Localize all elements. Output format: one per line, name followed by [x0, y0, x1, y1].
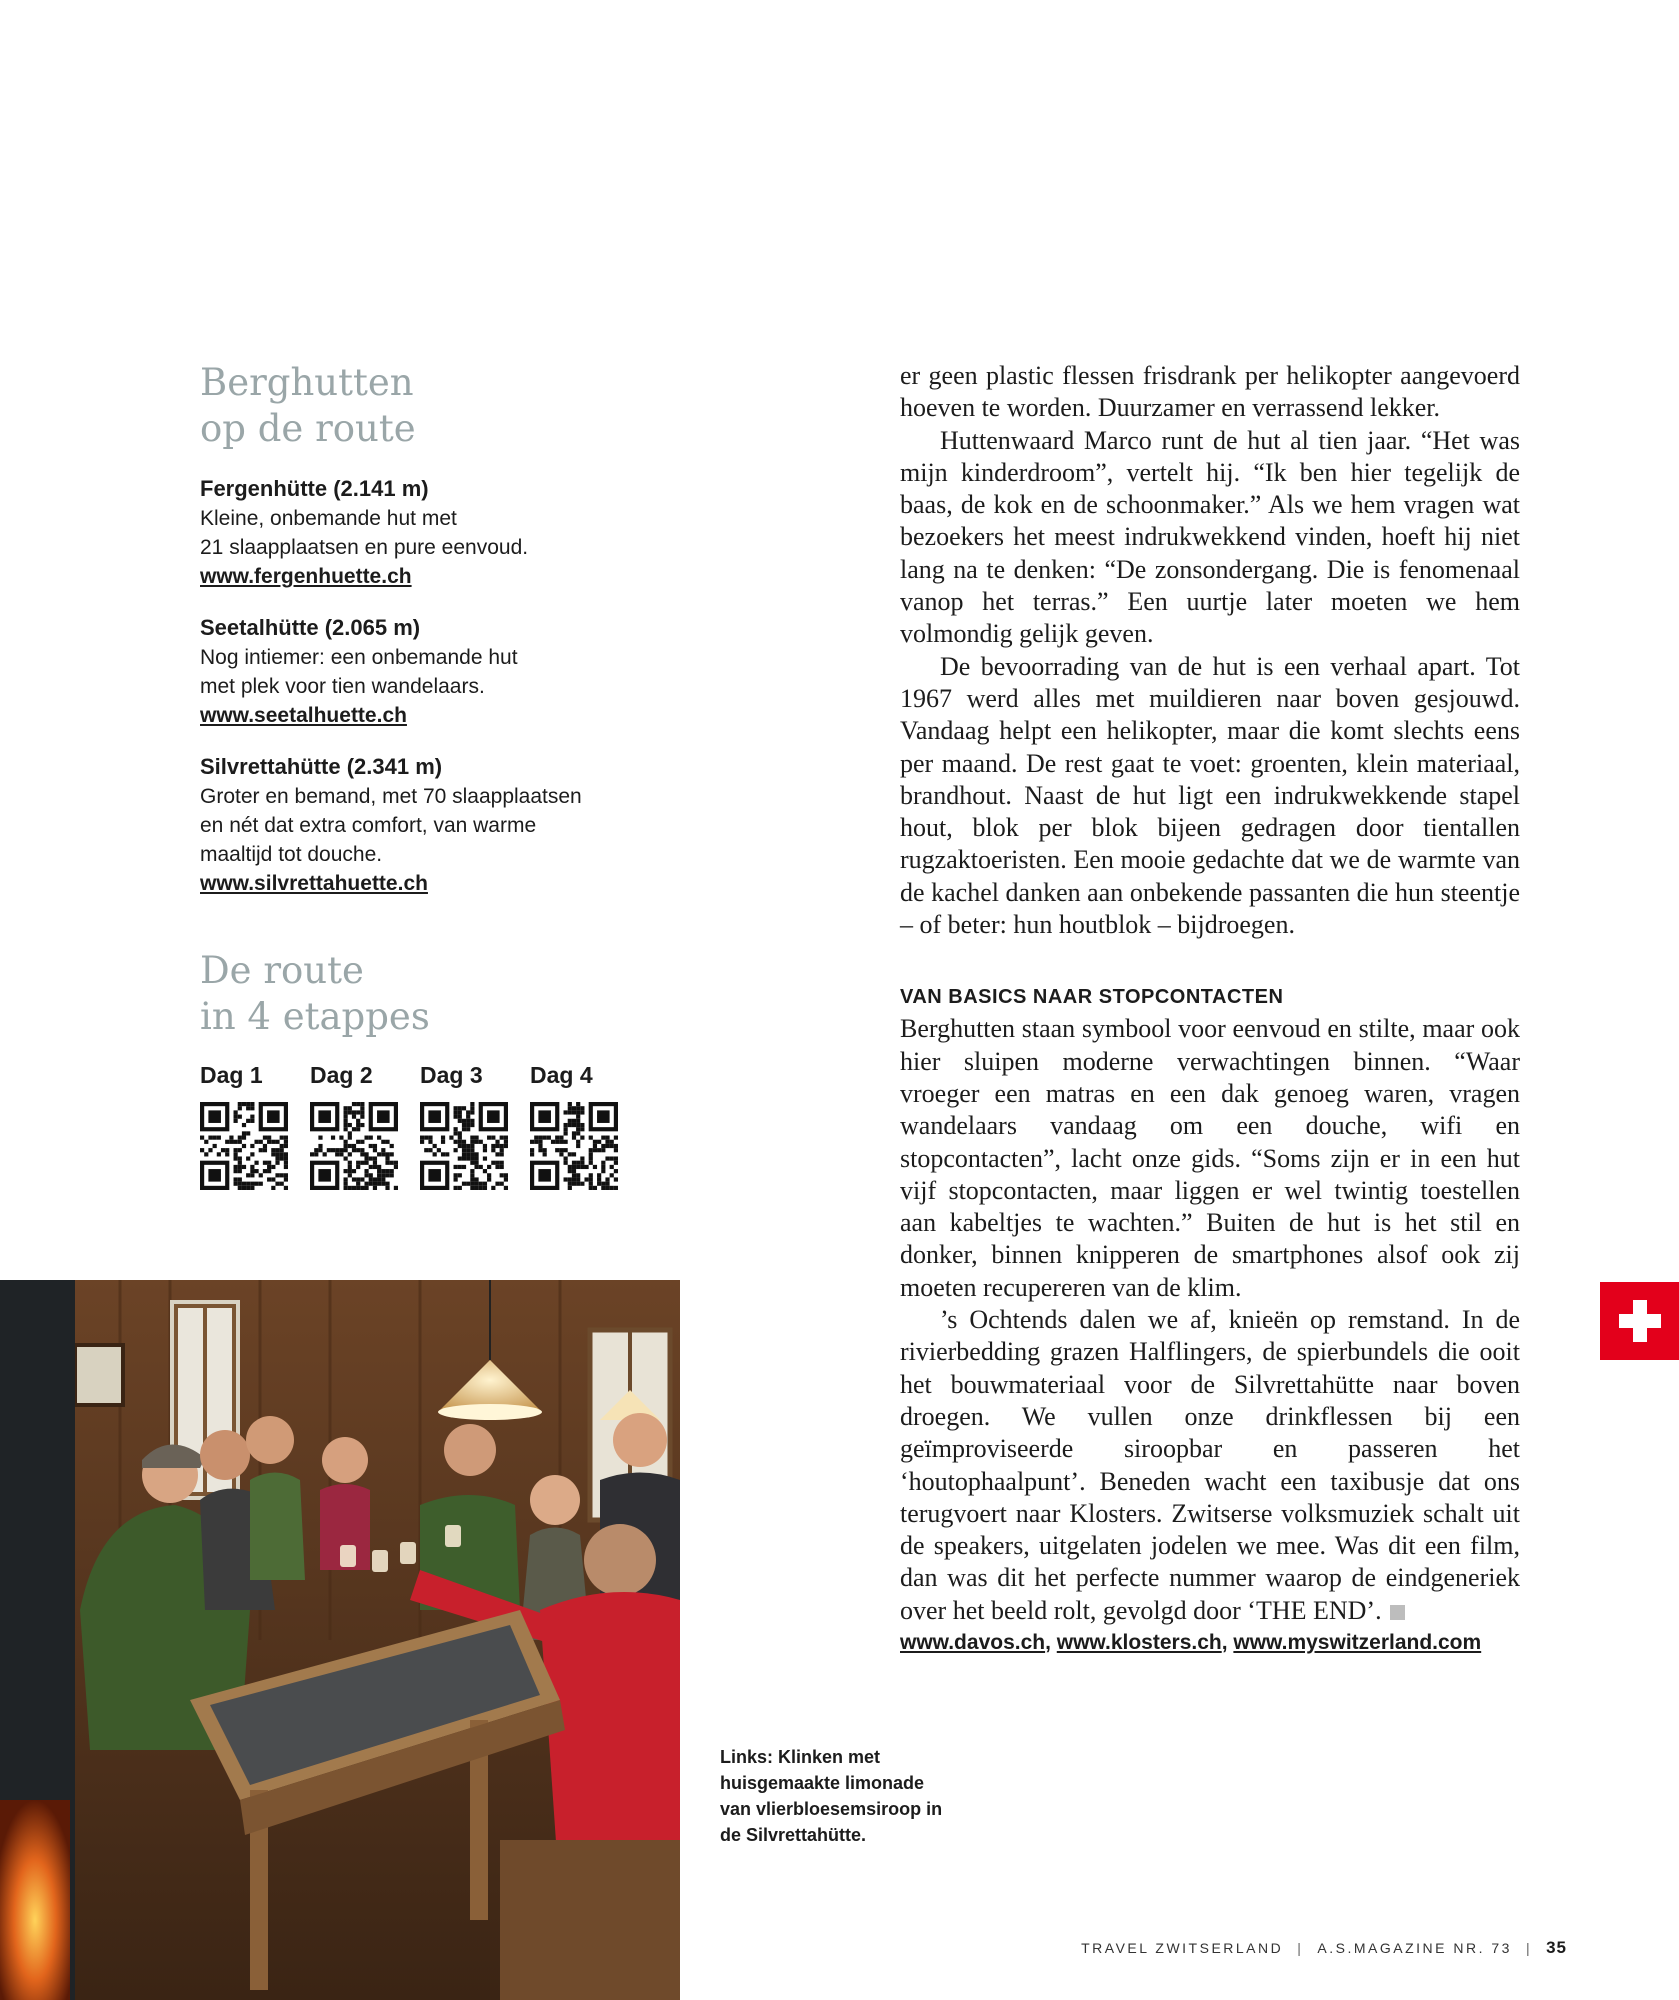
hut-desc-line: Groter en bemand, met 70 slaapplaatsen [200, 785, 582, 808]
hut-desc-line: met plek voor tien wandelaars. [200, 675, 485, 698]
article-links [900, 1627, 1520, 1659]
hut-url-link[interactable]: www.silvrettahuette.ch [200, 872, 428, 895]
footer-section: TRAVEL ZWITSERLAND [1081, 1940, 1284, 1956]
hut-url-link[interactable]: www.seetalhuette.ch [200, 704, 407, 727]
hut-desc-line: maaltijd tot douche. [200, 843, 383, 866]
hut-entry-silvrettahuette [200, 752, 640, 898]
huts-title [200, 360, 640, 452]
day-label: Dag 2 [310, 1062, 373, 1088]
hut-url-link[interactable]: www.fergenhuette.ch [200, 565, 412, 588]
day-label: Dag 4 [530, 1062, 593, 1088]
day-2 [310, 1060, 390, 1190]
article-paragraph-text: ’s Ochtends dalen we af, knieën op remstand. In de rivierbedding grazen Halflingers, de spierbundels die ooit het bouwmateriaal voor de Silvrettahütte naar boven droegen. We vullen onze drinkflessen bij een geïmproviseerde siroopbar en passeren het ‘houtophaalpunt’. Beneden wacht een taxibusje dat ons terugvoert naar Klosters. Zwitserse volksmuziek schalt uit de speakers, uitgelaten jodelen we mee. Was dit een film, dan was dit het perfecte nummer waarop de eindgeneriek over het beeld rolt, gevolgd door ‘THE END’. [900, 1305, 1520, 1625]
qr-code-icon[interactable] [200, 1102, 288, 1190]
photo-illustration [0, 1280, 680, 2000]
hut-desc-line: Nog intiemer: een onbemande hut [200, 646, 518, 669]
article-paragraph: Berghutten staan symbool voor eenvoud en stilte, maar ook hier sluipen moderne verwachtingen binnen. “Waar vroeger een matras en een dak genoeg waren, vragen wandelaars vandaag om een douche, wifi en stopcontacten”, lacht onze gids. “Soms zijn er in een hut vijf stopcontacten, maar liggen er wel twintig toestellen aan kabeltjes te wachten.” Buiten de hut is het stil en donker, binnen knipperen de smartphones alsof ook zij moeten recupereren van de klim. [900, 1014, 1520, 1302]
page-number: 35 [1546, 1938, 1567, 1957]
qr-code-icon[interactable] [420, 1102, 508, 1190]
link-separator: , [1045, 1630, 1057, 1654]
qr-code-icon[interactable] [530, 1102, 618, 1190]
hut-entry-fergenhuette [200, 474, 640, 591]
day-4 [530, 1060, 610, 1190]
route-title-line-2: in 4 etappes [200, 995, 430, 1038]
photo-caption [720, 1744, 950, 1848]
hut-name: Fergenhütte (2.141 m) [200, 476, 429, 501]
hut-entry-seetalhuette [200, 613, 640, 730]
swiss-flag-icon [1600, 1282, 1679, 1360]
huts-title-line-2: op de route [200, 407, 416, 450]
article-paragraph: er geen plastic flessen frisdrank per helikopter aangevoerd hoeven te worden. Duurzamer en verrassend lekker. [900, 361, 1520, 423]
end-mark-icon [1390, 1605, 1405, 1620]
link-myswitzerland[interactable]: www.myswitzerland.com [1233, 1630, 1482, 1654]
day-3 [420, 1060, 500, 1190]
day-1 [200, 1060, 280, 1190]
hut-desc-line: en nét dat extra comfort, van warme [200, 814, 537, 837]
article-paragraph-final [900, 1304, 1520, 1627]
day-label: Dag 3 [420, 1062, 483, 1088]
route-title [200, 948, 640, 1040]
day-label: Dag 1 [200, 1062, 263, 1088]
hut-desc-line: Kleine, onbemande hut met [200, 507, 457, 530]
footer-separator: | [1525, 1940, 1533, 1956]
hut-name: Silvrettahütte (2.341 m) [200, 754, 443, 779]
article-paragraph: Huttenwaard Marco runt de hut al tien jaar. “Het was mijn kinderdroom”, vertelt hij. “Ik ben hier tegelijk de baas, de kok en de schoonmaker.” Als we hem vragen wat bezoekers het meest indrukwekkend vinden, hoeft hij niet lang na te denken: “De zonsondergang. Die is fenomenaal vanop het terras.” Een uurtje later moeten we hem volmondig gelijk geven. [900, 425, 1520, 649]
hut-desc-line: 21 slaapplaatsen en pure eenvoud. [200, 536, 529, 559]
sidebar [200, 360, 640, 1190]
article-paragraph: De bevoorrading van de hut is een verhaal apart. Tot 1967 werd alles met muildieren naar boven gesjouwd. Vandaag helpt een helikopter, maar die komt slechts eens per maand. De rest gaat te voet: groenten, klein materiaal, brandhout. Naast de hut ligt een indrukwekkende stapel hout, blok per blok bijeen gedragen door tientallen rugzaktoeristen. Een mooie gedachte dat we de warmte van de kachel danken aan onbekende passanten die hun steentje – of beter: hun houtblok – bijdroegen. [900, 651, 1520, 940]
page-footer [1081, 1938, 1567, 1958]
article-subheading: VAN BASICS NAAR STOPCONTACTEN [900, 986, 1284, 1009]
huts-title-line-1: Berghutten [200, 361, 414, 404]
route-title-line-1: De route [200, 949, 364, 992]
hut-name: Seetalhütte (2.065 m) [200, 615, 421, 640]
hut-interior-photo [0, 1280, 680, 2000]
route-days [200, 1060, 640, 1190]
caption-lead: Links: [720, 1747, 774, 1767]
link-separator: , [1221, 1630, 1234, 1654]
article-body [900, 360, 1520, 1659]
flag-cross-horizontal [1619, 1314, 1661, 1328]
qr-code-icon[interactable] [310, 1102, 398, 1190]
caption-text: Klinken met huisgemaakte limonade van vlierbloesemsiroop in de Silvrettahütte. [720, 1747, 943, 1845]
link-davos[interactable]: www.davos.ch [900, 1630, 1046, 1654]
footer-magazine: A.S.MAGAZINE NR. 73 [1317, 1940, 1512, 1956]
footer-separator: | [1297, 1940, 1304, 1956]
link-klosters[interactable]: www.klosters.ch [1056, 1630, 1222, 1654]
